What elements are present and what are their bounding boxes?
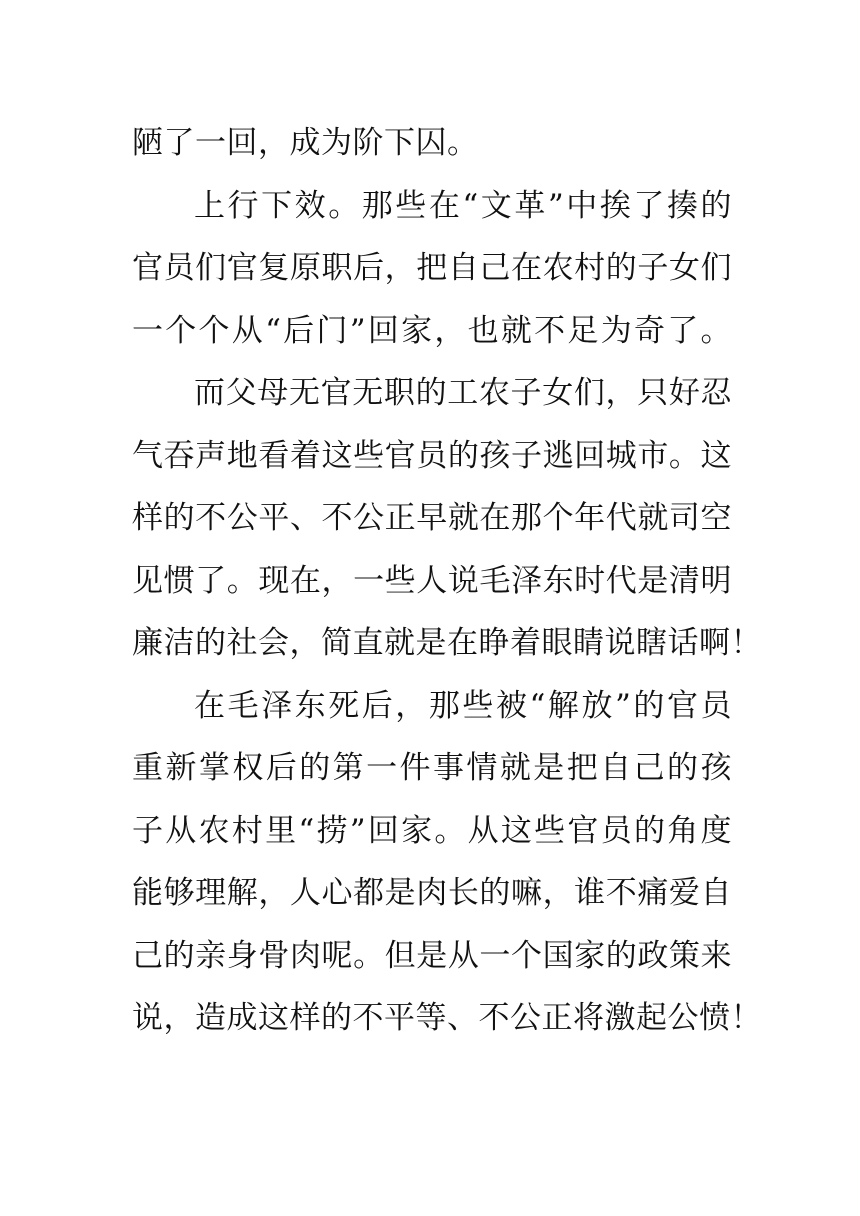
paragraph-first-line: 而父母无官无职的工农子女们，只好忍 [194,375,732,411]
text-line: 样的不公平、不公正早就在那个年代就司空 [132,500,732,536]
text-line: 气吞声地看着这些官员的孩子逃回城市。这 [132,437,732,474]
text-line: 子从农村里“捞”回家。从这些官员的角度 [132,812,732,849]
text-line: 能够理解，人心都是肉长的嘛，谁不痛爱自 [132,875,732,911]
text-line: 说，造成这样的不平等、不公正将激起公愤！ [132,1000,762,1036]
body-text [132,112,762,1050]
text-line: 官员们官复原职后，把自己在农村的子女们 [132,250,732,286]
paragraph-first-line: 上行下效。那些在“文革”中挨了揍的 [194,187,732,224]
text-line: 重新掌权后的第一件事情就是把自己的孩 [132,750,732,786]
text-line: 见惯了。现在，一些人说毛泽东时代是清明 [132,562,732,599]
text-line: 己的亲身骨肉呢。但是从一个国家的政策来 [132,937,732,974]
text-line: 陋了一回，成为阶下囚。 [132,125,479,161]
text-line: 一个个从“后门”回家，也就不足为奇了。 [132,312,732,349]
paragraph-first-line: 在毛泽东死后，那些被“解放”的官员 [194,687,732,724]
text-line: 廉洁的社会，简直就是在睁着眼睛说瞎话啊！ [132,625,762,661]
